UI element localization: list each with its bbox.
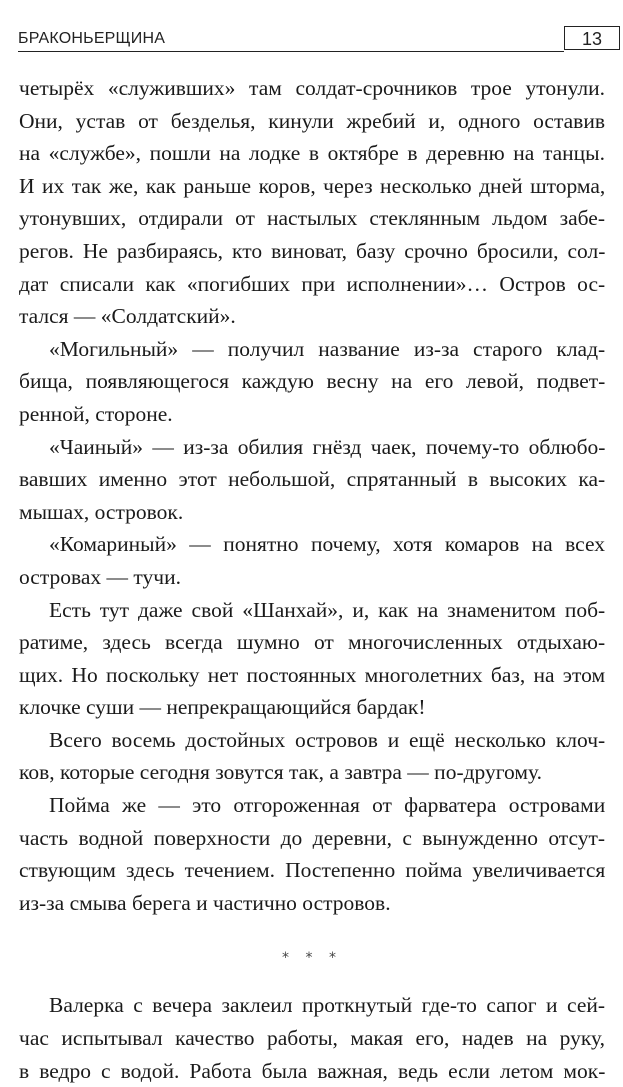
text-line: клочке суши — непрекращающийся бардак! bbox=[19, 695, 426, 720]
text-line: ренной, стороне. bbox=[19, 401, 173, 426]
text-line: ратиме, здесь всегда шумно от многочисленных отдыхаю- bbox=[19, 630, 606, 655]
text-line: «Могильный» — получил название из-за старого клад- bbox=[49, 336, 606, 361]
running-title: БРАКОНЬЕРЩИНА bbox=[18, 30, 166, 47]
text-line: ков, которые сегодня зовутся так, а завтра — по-другому. bbox=[19, 760, 542, 785]
text-line: Пойма же — это отгороженная от фарватера островами bbox=[49, 793, 606, 818]
paragraph bbox=[19, 528, 605, 593]
paragraph bbox=[19, 333, 605, 431]
text-line: тался — «Солдатский». bbox=[19, 304, 236, 329]
text-line: Всего восемь достойных островов и ещё несколько клоч- bbox=[49, 727, 606, 752]
paragraph bbox=[19, 594, 605, 724]
page-number: 13 bbox=[564, 26, 620, 50]
text-line: И их так же, как раньше коров, через несколько дней шторма, bbox=[19, 173, 606, 198]
paragraph bbox=[19, 431, 605, 529]
text-line: островах — тучи. bbox=[19, 564, 181, 589]
paragraph bbox=[19, 72, 605, 333]
text-line: вавших именно этот небольшой, спрятанный в высоких ка- bbox=[19, 467, 606, 492]
text-line: Они, устав от безделья, кинули жребий и, одного оставив bbox=[19, 108, 605, 133]
text-line: часть водной поверхности до деревни, с вынужденно отсут- bbox=[19, 825, 606, 850]
page-body bbox=[19, 72, 605, 1087]
running-head bbox=[18, 26, 604, 52]
text-line: ствующим здесь течением. Постепенно пойма увеличивается bbox=[19, 858, 606, 883]
text-line: четырёх «служивших» там солдат-срочников трое утонули. bbox=[19, 76, 605, 100]
paragraph bbox=[19, 789, 605, 919]
text-line: час испытывал качество работы, макая его, надев на руку, bbox=[19, 1026, 605, 1051]
text-line: Валерка с вечера заклеил проткнутый где-то сапог и сей- bbox=[49, 993, 606, 1018]
text-line: щих. Но поскольку нет постоянных многолетних баз, на этом bbox=[19, 662, 606, 687]
text-line: Есть тут даже свой «Шанхай», и, как на знаменитом поб- bbox=[49, 597, 606, 622]
text-line: «Чаиный» — из-за обилия гнёзд чаек, почему-то облюбо- bbox=[49, 434, 606, 459]
text-line: дат списали как «погибших при исполнении»… Остров ос- bbox=[19, 271, 606, 296]
section-break: * * * bbox=[282, 950, 342, 967]
text-line: регов. Не разбираясь, кто виноват, базу срочно бросили, сол- bbox=[19, 238, 606, 263]
text-line: на «службе», пошли на лодке в октябре в деревню на танцы. bbox=[19, 141, 605, 166]
text-line: «Комариный» — понятно почему, хотя комаров на всех bbox=[49, 532, 605, 557]
text-line: из-за смыва берега и частично островов. bbox=[19, 890, 391, 915]
text-line: мышах, островок. bbox=[19, 499, 184, 524]
text-line: бища, появляющегося каждую весну на его левой, подвет- bbox=[19, 369, 606, 394]
text-line: в ведро с водой. Работа была важная, ведь если летом мок- bbox=[19, 1058, 606, 1083]
paragraph bbox=[19, 724, 605, 789]
text-line: утонувших, отдирали от настылых стеклянным льдом забе- bbox=[19, 206, 605, 231]
paragraph bbox=[19, 989, 605, 1087]
header-rule bbox=[18, 51, 564, 52]
